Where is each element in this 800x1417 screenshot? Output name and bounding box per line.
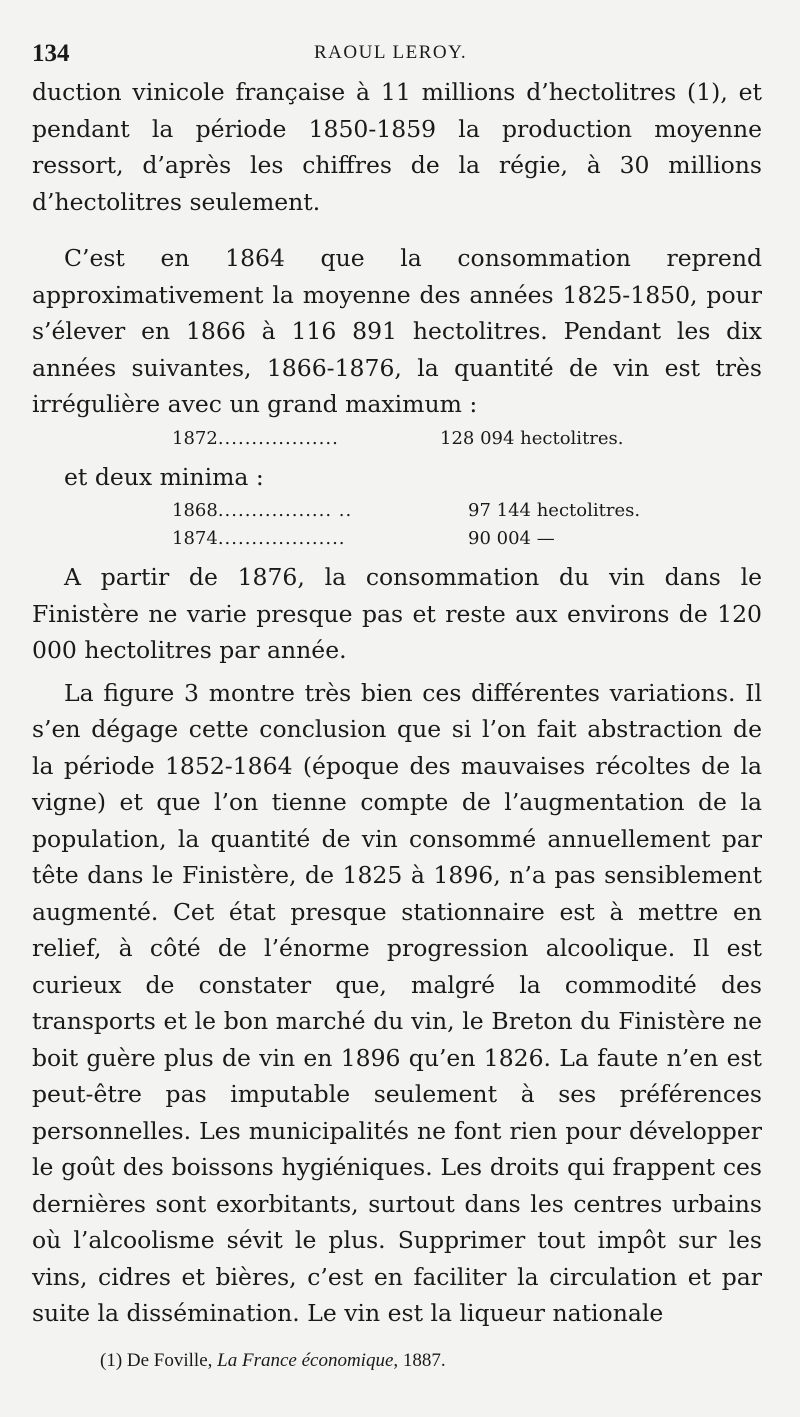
footnote-marker: (1) De Foville, (100, 1349, 218, 1371)
paragraph-wine-production: duction vinicole française à 11 millions d’hectolitres (1), et pendant la période 1850-1859 la production moyenne ressort, d’après les chiffres de la régie, à 30 millions d’hectolitres seulement. (32, 78, 762, 216)
paragraph-minima-intro: et deux minima : (64, 462, 264, 491)
table-row (32, 497, 778, 525)
paragraph-consumption-1864: C’est en 1864 que la consommation reprend approximativement la moyenne des années 1825-1850, pour s’élever en 1866 à 116 891 hectolitres. Pendant les dix années suivantes, 1866-1876, la quantité de vin est très irrégulière avec un grand maximum : (32, 244, 762, 418)
table-value: 97 144 hectolitres. (468, 500, 641, 521)
table-row (32, 425, 778, 453)
footnote-separator (32, 1332, 778, 1342)
table-value: 128 094 hectolitres. (440, 427, 624, 449)
table-year: 1872.................. (172, 427, 339, 449)
footnote-rest: , 1887. (393, 1349, 446, 1371)
minima-table (32, 497, 778, 553)
table-year: 1868................. .. (172, 500, 353, 521)
running-head (32, 32, 778, 72)
paragraph-figure-3: La figure 3 montre très bien ces différentes variations. Il s’en dégage cette conclusion que si l’on fait abstraction de la période 1852-1864 (époque des mauvaises récoltes de la vigne) et que l’on tienne compte de l’augmentation de la population, la quantité de vin consommé annuellement par tête dans le Finistère, de 1825 à 1896, n’a pas sensiblement augmenté. Cet état presque stationnaire est à mettre en relief, à côté de l’énorme progression alcoolique. Il est curieux de constater que, malgré la commodité des transports et le bon marché du vin, le Breton du Finistère ne boit guère plus de vin en 1896 qu’en 1826. La faute n’en est peut-être pas imputable seulement à ses préférences personnelles. Les municipalités ne font rien pour développer le goût des boissons hygiéniques. Les droits qui frappent ces dernières sont exorbitants, surtout dans les centres urbains où l’alcoolisme sévit le plus. Supprimer tout impôt sur les vins, cidres et bières, c’est en faciliter la circulation et par suite la dissémination. Le vin est la liqueur nationale (32, 678, 762, 1327)
table-value: 90 004 — (468, 528, 555, 549)
footnote-title: La France économique (217, 1349, 394, 1371)
maximum-table (32, 425, 778, 453)
running-title: RAOUL LEROY. (314, 42, 468, 63)
paragraph-from-1876: A partir de 1876, la consommation du vin dans le Finistère ne varie presque pas et reste aux environs de 120 000 hectolitres par année. (32, 563, 762, 664)
page-number: 134 (32, 40, 70, 67)
table-row (32, 525, 778, 553)
table-year: 1874................... (172, 528, 346, 549)
footnote (100, 1348, 778, 1374)
